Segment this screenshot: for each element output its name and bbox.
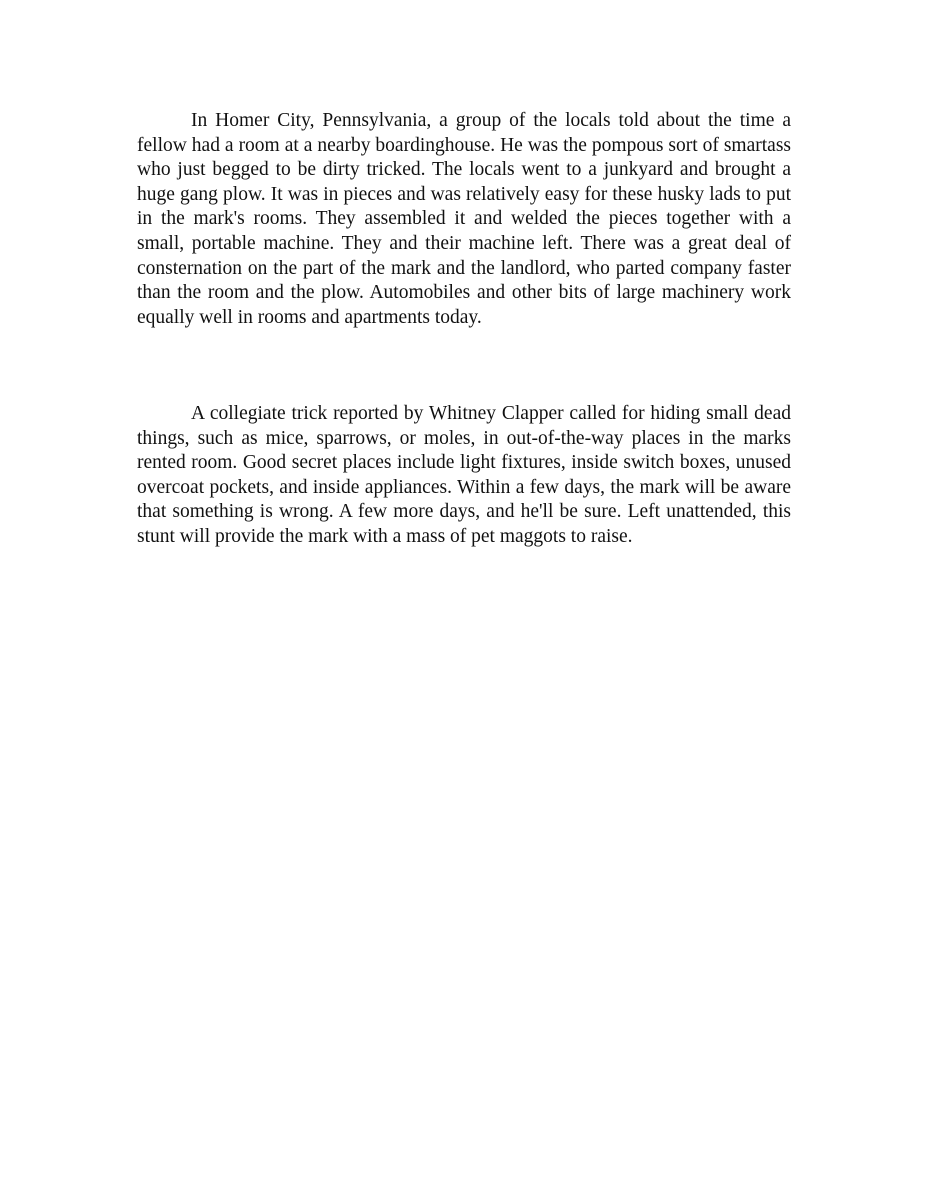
paragraph-dead-things: A collegiate trick reported by Whitney Clapper called for hiding small dead things, such as mice, sparrows, or moles, in out-of-the-way places in the marks rented room. Good secret places include light fixtures, inside switch boxes, unused overcoat pockets, and inside appliances. Within a few days, the mark will be aware that something is wrong. A few more days, and he'll be sure. Left unattended, this stunt will provide the mark with a mass of pet maggots to raise. <box>137 403 791 547</box>
paragraph-gang-plow: In Homer City, Pennsylvania, a group of the locals told about the time a fellow had a room at a nearby boardinghouse. He was the pompous sort of smartass who just begged to be dirty tricked. The locals went to a junkyard and brought a huge gang plow. It was in pieces and was relatively easy for these husky lads to put in the mark's rooms. They assembled it and welded the pieces together with a small, portable machine. They and their machine left. There was a great deal of consternation on the part of the mark and the landlord, who parted company faster than the room and the plow. Automobiles and other bits of large machinery work equally well in rooms and apartments today. <box>137 110 791 328</box>
